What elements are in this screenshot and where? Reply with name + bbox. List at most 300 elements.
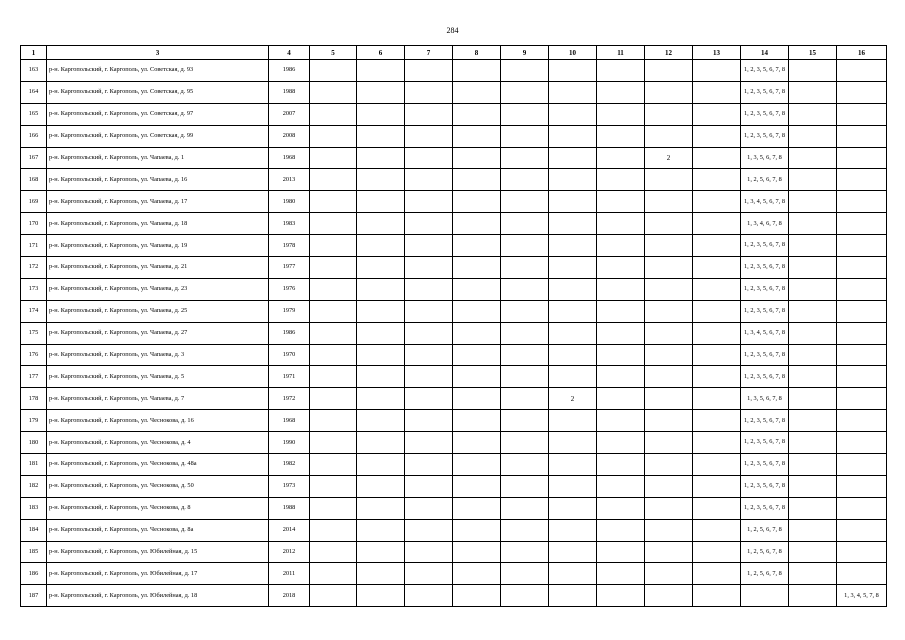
table-row: [21, 125, 887, 147]
col9-cell: [501, 366, 549, 388]
col11-cell: [597, 60, 645, 82]
column-header-4: 4: [269, 46, 310, 60]
col14-cell: 1, 2, 3, 5, 6, 7, 8: [741, 278, 789, 300]
col14-cell: 1, 2, 3, 5, 6, 7, 8: [741, 454, 789, 476]
year-cell: 1988: [269, 81, 310, 103]
col15-cell: [789, 191, 837, 213]
col10-cell: [549, 344, 597, 366]
year-cell: 1980: [269, 191, 310, 213]
col15-cell: [789, 322, 837, 344]
col8-cell: [453, 278, 501, 300]
col10-cell: [549, 410, 597, 432]
col10-cell: [549, 257, 597, 279]
col14-cell: 1, 2, 3, 5, 6, 7, 8: [741, 235, 789, 257]
col9-cell: [501, 344, 549, 366]
row-number-cell: 181: [21, 454, 47, 476]
col6-cell: [357, 585, 405, 607]
col11-cell: [597, 81, 645, 103]
row-number-cell: 186: [21, 563, 47, 585]
col12-cell: [645, 497, 693, 519]
col15-cell: [789, 235, 837, 257]
row-number-cell: 176: [21, 344, 47, 366]
col9-cell: [501, 585, 549, 607]
col6-cell: [357, 147, 405, 169]
year-cell: 1968: [269, 410, 310, 432]
table-row: [21, 432, 887, 454]
col10-cell: [549, 366, 597, 388]
table-row: [21, 519, 887, 541]
col5-cell: [310, 60, 357, 82]
col14-cell: 1, 3, 4, 5, 6, 7, 8: [741, 191, 789, 213]
col10-cell: [549, 278, 597, 300]
col10-cell: [549, 563, 597, 585]
row-number-cell: 172: [21, 257, 47, 279]
year-cell: 2014: [269, 519, 310, 541]
col8-cell: [453, 235, 501, 257]
address-cell: р-н. Каргопольский, г. Каргополь, ул. Чеснокова, д. 48а: [47, 454, 269, 476]
col6-cell: [357, 235, 405, 257]
col10-cell: 2: [549, 388, 597, 410]
year-cell: 1983: [269, 213, 310, 235]
col9-cell: [501, 454, 549, 476]
col15-cell: [789, 475, 837, 497]
column-header-11: 11: [597, 46, 645, 60]
col7-cell: [405, 322, 453, 344]
col15-cell: [789, 585, 837, 607]
col7-cell: [405, 454, 453, 476]
col13-cell: [693, 454, 741, 476]
col15-cell: [789, 300, 837, 322]
table-row: [21, 81, 887, 103]
table-row: [21, 300, 887, 322]
col10-cell: [549, 497, 597, 519]
col16-cell: [837, 432, 887, 454]
col7-cell: [405, 585, 453, 607]
col7-cell: [405, 103, 453, 125]
col11-cell: [597, 125, 645, 147]
year-cell: 2018: [269, 585, 310, 607]
row-number-cell: 169: [21, 191, 47, 213]
col12-cell: 2: [645, 147, 693, 169]
col6-cell: [357, 191, 405, 213]
col15-cell: [789, 497, 837, 519]
col9-cell: [501, 60, 549, 82]
col11-cell: [597, 388, 645, 410]
row-number-cell: 185: [21, 541, 47, 563]
table-row: [21, 191, 887, 213]
row-number-cell: 171: [21, 235, 47, 257]
col8-cell: [453, 257, 501, 279]
year-cell: 1988: [269, 497, 310, 519]
col13-cell: [693, 322, 741, 344]
table-row: [21, 257, 887, 279]
col9-cell: [501, 322, 549, 344]
col11-cell: [597, 191, 645, 213]
col15-cell: [789, 519, 837, 541]
year-cell: 1990: [269, 432, 310, 454]
col15-cell: [789, 213, 837, 235]
col5-cell: [310, 169, 357, 191]
col12-cell: [645, 191, 693, 213]
col5-cell: [310, 278, 357, 300]
col11-cell: [597, 454, 645, 476]
table-row: [21, 278, 887, 300]
column-header-6: 6: [357, 46, 405, 60]
row-number-cell: 182: [21, 475, 47, 497]
col7-cell: [405, 147, 453, 169]
col7-cell: [405, 410, 453, 432]
col14-cell: 1, 2, 3, 5, 6, 7, 8: [741, 475, 789, 497]
column-header-13: 13: [693, 46, 741, 60]
year-cell: 1971: [269, 366, 310, 388]
col8-cell: [453, 103, 501, 125]
col12-cell: [645, 366, 693, 388]
col15-cell: [789, 103, 837, 125]
table-row: [21, 475, 887, 497]
col12-cell: [645, 454, 693, 476]
col8-cell: [453, 475, 501, 497]
col11-cell: [597, 585, 645, 607]
col15-cell: [789, 169, 837, 191]
col14-cell: 1, 3, 5, 6, 7, 8: [741, 147, 789, 169]
address-cell: р-н. Каргопольский, г. Каргополь, ул. Чапаева, д. 1: [47, 147, 269, 169]
row-number-cell: 175: [21, 322, 47, 344]
col7-cell: [405, 125, 453, 147]
col16-cell: 1, 3, 4, 5, 7, 8: [837, 585, 887, 607]
col12-cell: [645, 60, 693, 82]
col11-cell: [597, 541, 645, 563]
col14-cell: 1, 2, 3, 5, 6, 7, 8: [741, 60, 789, 82]
col15-cell: [789, 388, 837, 410]
col15-cell: [789, 344, 837, 366]
col15-cell: [789, 60, 837, 82]
row-number-cell: 170: [21, 213, 47, 235]
col14-cell: 1, 2, 3, 5, 6, 7, 8: [741, 103, 789, 125]
col6-cell: [357, 169, 405, 191]
column-header-3: 3: [47, 46, 269, 60]
col11-cell: [597, 497, 645, 519]
col12-cell: [645, 169, 693, 191]
address-cell: р-н. Каргопольский, г. Каргополь, ул. Чапаева, д. 27: [47, 322, 269, 344]
row-number-cell: 187: [21, 585, 47, 607]
col5-cell: [310, 410, 357, 432]
col11-cell: [597, 278, 645, 300]
col12-cell: [645, 322, 693, 344]
table-row: [21, 235, 887, 257]
col12-cell: [645, 81, 693, 103]
col7-cell: [405, 519, 453, 541]
col7-cell: [405, 81, 453, 103]
col8-cell: [453, 432, 501, 454]
address-cell: р-н. Каргопольский, г. Каргополь, ул. Чапаева, д. 25: [47, 300, 269, 322]
col5-cell: [310, 585, 357, 607]
address-cell: р-н. Каргопольский, г. Каргополь, ул. Чеснокова, д. 50: [47, 475, 269, 497]
col15-cell: [789, 410, 837, 432]
col11-cell: [597, 344, 645, 366]
col13-cell: [693, 366, 741, 388]
col14-cell: 1, 3, 4, 6, 7, 8: [741, 213, 789, 235]
col16-cell: [837, 147, 887, 169]
page-number: 284: [446, 26, 459, 35]
col15-cell: [789, 81, 837, 103]
col7-cell: [405, 366, 453, 388]
col10-cell: [549, 454, 597, 476]
col10-cell: [549, 432, 597, 454]
col12-cell: [645, 103, 693, 125]
year-cell: 2007: [269, 103, 310, 125]
col16-cell: [837, 366, 887, 388]
col13-cell: [693, 585, 741, 607]
col5-cell: [310, 81, 357, 103]
col14-cell: 1, 3, 5, 6, 7, 8: [741, 388, 789, 410]
col7-cell: [405, 475, 453, 497]
col9-cell: [501, 432, 549, 454]
year-cell: 2008: [269, 125, 310, 147]
col11-cell: [597, 300, 645, 322]
col15-cell: [789, 432, 837, 454]
address-cell: р-н. Каргопольский, г. Каргополь, ул. Советская, д. 97: [47, 103, 269, 125]
col9-cell: [501, 410, 549, 432]
col16-cell: [837, 475, 887, 497]
col14-cell: 1, 2, 5, 6, 7, 8: [741, 519, 789, 541]
col15-cell: [789, 278, 837, 300]
col11-cell: [597, 366, 645, 388]
col15-cell: [789, 257, 837, 279]
col11-cell: [597, 169, 645, 191]
col11-cell: [597, 410, 645, 432]
col9-cell: [501, 475, 549, 497]
row-number-cell: 174: [21, 300, 47, 322]
col5-cell: [310, 344, 357, 366]
address-cell: р-н. Каргопольский, г. Каргополь, ул. Чеснокова, д. 16: [47, 410, 269, 432]
col10-cell: [549, 519, 597, 541]
col11-cell: [597, 257, 645, 279]
year-cell: 1973: [269, 475, 310, 497]
col8-cell: [453, 563, 501, 585]
col12-cell: [645, 278, 693, 300]
col14-cell: [741, 585, 789, 607]
col15-cell: [789, 366, 837, 388]
col10-cell: [549, 213, 597, 235]
col10-cell: [549, 81, 597, 103]
year-cell: 2011: [269, 563, 310, 585]
col9-cell: [501, 519, 549, 541]
col16-cell: [837, 300, 887, 322]
address-cell: р-н. Каргопольский, г. Каргополь, ул. Советская, д. 99: [47, 125, 269, 147]
col9-cell: [501, 81, 549, 103]
col7-cell: [405, 60, 453, 82]
col9-cell: [501, 147, 549, 169]
col16-cell: [837, 60, 887, 82]
table-row: [21, 103, 887, 125]
col7-cell: [405, 213, 453, 235]
address-cell: р-н. Каргопольский, г. Каргополь, ул. Чеснокова, д. 8а: [47, 519, 269, 541]
column-header-5: 5: [310, 46, 357, 60]
col13-cell: [693, 60, 741, 82]
row-number-cell: 173: [21, 278, 47, 300]
col13-cell: [693, 125, 741, 147]
col14-cell: 1, 2, 3, 5, 6, 7, 8: [741, 257, 789, 279]
col13-cell: [693, 344, 741, 366]
col10-cell: [549, 541, 597, 563]
col6-cell: [357, 103, 405, 125]
col16-cell: [837, 410, 887, 432]
address-cell: р-н. Каргопольский, г. Каргополь, ул. Чапаева, д. 16: [47, 169, 269, 191]
address-cell: р-н. Каргопольский, г. Каргополь, ул. Чапаева, д. 7: [47, 388, 269, 410]
col12-cell: [645, 585, 693, 607]
col12-cell: [645, 410, 693, 432]
row-number-cell: 184: [21, 519, 47, 541]
col11-cell: [597, 213, 645, 235]
col5-cell: [310, 257, 357, 279]
col15-cell: [789, 454, 837, 476]
col15-cell: [789, 125, 837, 147]
col11-cell: [597, 235, 645, 257]
col10-cell: [549, 300, 597, 322]
col16-cell: [837, 388, 887, 410]
col7-cell: [405, 169, 453, 191]
row-number-cell: 183: [21, 497, 47, 519]
col14-cell: 1, 2, 5, 6, 7, 8: [741, 169, 789, 191]
col8-cell: [453, 191, 501, 213]
col6-cell: [357, 81, 405, 103]
col7-cell: [405, 344, 453, 366]
col12-cell: [645, 432, 693, 454]
col14-cell: 1, 2, 3, 5, 6, 7, 8: [741, 81, 789, 103]
col5-cell: [310, 103, 357, 125]
col13-cell: [693, 541, 741, 563]
col8-cell: [453, 585, 501, 607]
col13-cell: [693, 213, 741, 235]
col6-cell: [357, 563, 405, 585]
address-cell: р-н. Каргопольский, г. Каргополь, ул. Юбилейная, д. 17: [47, 563, 269, 585]
col16-cell: [837, 81, 887, 103]
table-row: [21, 213, 887, 235]
col16-cell: [837, 213, 887, 235]
row-number-cell: 177: [21, 366, 47, 388]
column-header-9: 9: [501, 46, 549, 60]
col14-cell: 1, 2, 3, 5, 6, 7, 8: [741, 497, 789, 519]
col6-cell: [357, 497, 405, 519]
col6-cell: [357, 454, 405, 476]
col7-cell: [405, 191, 453, 213]
col7-cell: [405, 563, 453, 585]
col5-cell: [310, 563, 357, 585]
column-header-7: 7: [405, 46, 453, 60]
address-cell: р-н. Каргопольский, г. Каргополь, ул. Чапаева, д. 19: [47, 235, 269, 257]
col16-cell: [837, 322, 887, 344]
col13-cell: [693, 169, 741, 191]
col15-cell: [789, 541, 837, 563]
col11-cell: [597, 322, 645, 344]
column-header-10: 10: [549, 46, 597, 60]
col9-cell: [501, 257, 549, 279]
address-cell: р-н. Каргопольский, г. Каргополь, ул. Чапаева, д. 23: [47, 278, 269, 300]
col5-cell: [310, 191, 357, 213]
col13-cell: [693, 563, 741, 585]
col11-cell: [597, 563, 645, 585]
col5-cell: [310, 322, 357, 344]
year-cell: 1982: [269, 454, 310, 476]
col6-cell: [357, 213, 405, 235]
col8-cell: [453, 388, 501, 410]
row-number-cell: 163: [21, 60, 47, 82]
col13-cell: [693, 103, 741, 125]
col5-cell: [310, 454, 357, 476]
table-row: [21, 366, 887, 388]
col5-cell: [310, 432, 357, 454]
col8-cell: [453, 213, 501, 235]
col9-cell: [501, 497, 549, 519]
address-cell: р-н. Каргопольский, г. Каргополь, ул. Чапаева, д. 21: [47, 257, 269, 279]
col8-cell: [453, 519, 501, 541]
col5-cell: [310, 147, 357, 169]
col11-cell: [597, 432, 645, 454]
col6-cell: [357, 366, 405, 388]
table-row: [21, 60, 887, 82]
row-number-cell: 166: [21, 125, 47, 147]
table-row: [21, 541, 887, 563]
col11-cell: [597, 519, 645, 541]
col13-cell: [693, 235, 741, 257]
col12-cell: [645, 125, 693, 147]
row-number-cell: 180: [21, 432, 47, 454]
col7-cell: [405, 432, 453, 454]
col6-cell: [357, 278, 405, 300]
col8-cell: [453, 60, 501, 82]
col12-cell: [645, 235, 693, 257]
col16-cell: [837, 125, 887, 147]
col13-cell: [693, 81, 741, 103]
col9-cell: [501, 213, 549, 235]
col10-cell: [549, 585, 597, 607]
col8-cell: [453, 81, 501, 103]
col16-cell: [837, 257, 887, 279]
address-cell: р-н. Каргопольский, г. Каргополь, ул. Чеснокова, д. 8: [47, 497, 269, 519]
col12-cell: [645, 388, 693, 410]
col6-cell: [357, 60, 405, 82]
col8-cell: [453, 344, 501, 366]
col12-cell: [645, 541, 693, 563]
col9-cell: [501, 541, 549, 563]
year-cell: 1972: [269, 388, 310, 410]
col8-cell: [453, 300, 501, 322]
col14-cell: 1, 2, 3, 5, 6, 7, 8: [741, 300, 789, 322]
table-row: [21, 344, 887, 366]
table-row: [21, 322, 887, 344]
year-cell: 1977: [269, 257, 310, 279]
address-cell: р-н. Каргопольский, г. Каргополь, ул. Чапаева, д. 18: [47, 213, 269, 235]
col5-cell: [310, 235, 357, 257]
col5-cell: [310, 300, 357, 322]
col10-cell: [549, 147, 597, 169]
col16-cell: [837, 235, 887, 257]
col5-cell: [310, 125, 357, 147]
column-header-14: 14: [741, 46, 789, 60]
col5-cell: [310, 475, 357, 497]
column-header-1: 1: [21, 46, 47, 60]
row-number-cell: 165: [21, 103, 47, 125]
table-row: [21, 585, 887, 607]
col12-cell: [645, 344, 693, 366]
table-row: [21, 169, 887, 191]
year-cell: 1976: [269, 278, 310, 300]
col6-cell: [357, 432, 405, 454]
address-cell: р-н. Каргопольский, г. Каргополь, ул. Чапаева, д. 5: [47, 366, 269, 388]
col6-cell: [357, 388, 405, 410]
col7-cell: [405, 235, 453, 257]
column-header-8: 8: [453, 46, 501, 60]
